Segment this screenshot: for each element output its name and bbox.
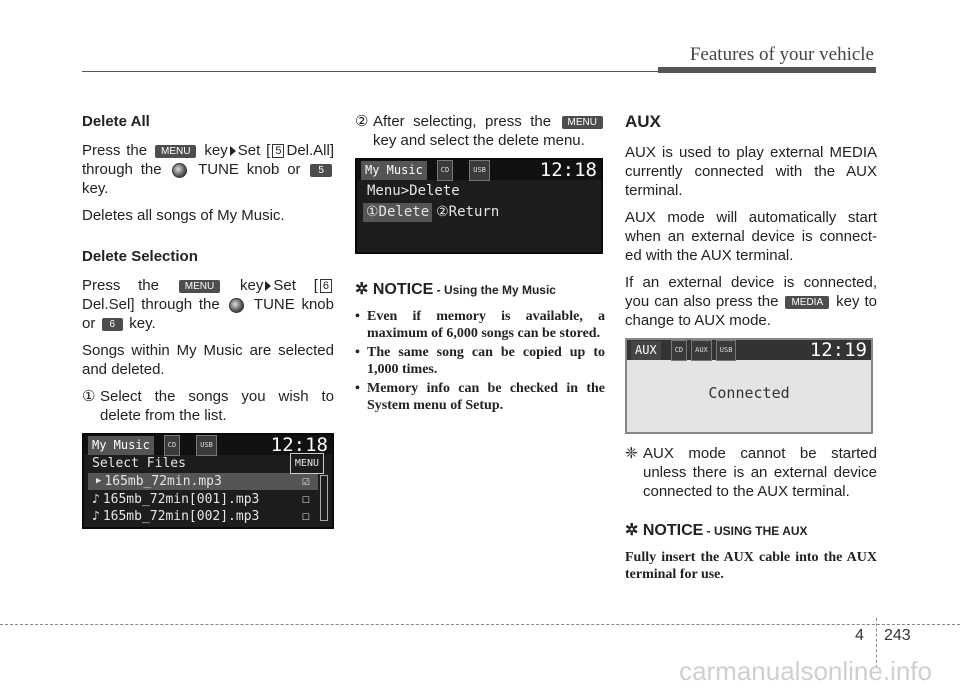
six-key-icon: 6 bbox=[102, 318, 124, 331]
watermark: carmanualsonline.info bbox=[679, 656, 932, 686]
screen-heading: Menu>Delete bbox=[367, 183, 460, 199]
text: Set [ bbox=[273, 277, 318, 294]
text: Del.All] bbox=[286, 142, 334, 159]
arrow-right-icon bbox=[230, 146, 236, 156]
text: TUNE knob or bbox=[198, 161, 301, 178]
scrollbar bbox=[320, 475, 328, 521]
file-row bbox=[84, 508, 318, 525]
notice-label: ✲ NOTICE bbox=[355, 281, 434, 298]
tune-knob-icon bbox=[172, 163, 187, 178]
aux-paragraph-1: AUX is used to play external MEDIA currently connected with the AUX terminal. bbox=[625, 144, 877, 199]
screen-title: AUX bbox=[631, 341, 661, 360]
delete-option: ①Delete bbox=[363, 203, 432, 222]
screen-title: My Music bbox=[88, 436, 154, 455]
five-key-icon: 5 bbox=[310, 164, 332, 177]
delete-all-heading: Delete All bbox=[82, 113, 150, 130]
text: key to change to AUX mode. bbox=[625, 293, 877, 329]
file-name: 165mb_72min[001].mp3 bbox=[102, 492, 260, 507]
bullet: • bbox=[355, 381, 360, 396]
step-text: Select the songs you wish to delete from the list. bbox=[100, 388, 334, 424]
bullet: • bbox=[355, 345, 360, 360]
usb-badge: USB bbox=[196, 435, 217, 456]
return-option: ②Return bbox=[436, 203, 500, 220]
screen-clock: 12:18 bbox=[539, 158, 597, 181]
screen-status-bar bbox=[627, 340, 871, 360]
music-note-icon: ♪ bbox=[92, 509, 100, 524]
text: Press the bbox=[82, 142, 148, 159]
screen-clock: 12:18 bbox=[270, 433, 328, 456]
usb-badge: USB bbox=[469, 160, 490, 181]
checkbox-checked-icon: ☑ bbox=[302, 474, 310, 489]
section-title: Features of your vehicle bbox=[689, 44, 874, 65]
cd-badge: CD bbox=[164, 435, 180, 456]
screen-select-files bbox=[82, 433, 334, 529]
file-name: 165mb_72min.mp3 bbox=[104, 474, 222, 489]
screen-title: My Music bbox=[361, 161, 427, 180]
aux-paragraph-3 bbox=[625, 273, 877, 330]
header-rule-thick bbox=[658, 67, 876, 73]
aux-notice-title bbox=[625, 521, 877, 541]
delete-selection-description: Songs within My Music are selected and deleted. bbox=[82, 342, 334, 378]
menu-key-icon: MENU bbox=[155, 145, 196, 158]
text: After selecting, press the bbox=[373, 113, 552, 130]
checkbox-icon: ☐ bbox=[302, 509, 310, 524]
column-middle bbox=[355, 112, 605, 416]
screen-menu-delete bbox=[355, 158, 603, 254]
file-row-selected bbox=[88, 473, 318, 490]
header-rule bbox=[82, 71, 874, 72]
tune-knob-icon bbox=[229, 298, 244, 313]
column-left bbox=[82, 112, 334, 529]
cd-badge: CD bbox=[437, 160, 453, 181]
delete-all-description: Deletes all songs of My Music. bbox=[82, 207, 285, 224]
menu-key-icon: MENU bbox=[179, 280, 220, 293]
music-note-icon: ♪ bbox=[92, 492, 100, 507]
usb-badge: USB bbox=[716, 340, 737, 361]
step-1 bbox=[82, 387, 334, 425]
checkbox-icon: ☐ bbox=[302, 492, 310, 507]
file-row bbox=[84, 491, 318, 508]
text: Del.Sel] through the bbox=[82, 296, 220, 313]
notice-item bbox=[355, 308, 605, 342]
text: key. bbox=[129, 315, 156, 332]
notice-item-text: Memory info can be checked in the System menu of Setup. bbox=[367, 381, 605, 413]
menu-key-icon: MENU bbox=[562, 116, 603, 129]
step-text bbox=[373, 112, 605, 150]
delete-all-instructions bbox=[82, 141, 334, 198]
screen-clock: 12:19 bbox=[809, 338, 867, 361]
aux-notice-text: Fully insert the AUX cable into the AUX terminal for use. bbox=[625, 550, 877, 582]
column-right bbox=[625, 112, 877, 591]
text: key bbox=[240, 277, 264, 294]
text: Press the bbox=[82, 277, 159, 294]
screen-aux-connected bbox=[625, 338, 873, 434]
number-box-icon: 5 bbox=[272, 144, 284, 158]
aux-status: Connected bbox=[708, 384, 790, 402]
notice-subtitle: - USING THE AUX bbox=[703, 524, 808, 538]
notice-item-text: Even if memory is available, a maximum of 6,000 songs can be stored. bbox=[367, 309, 605, 341]
page-number: 243 bbox=[884, 627, 911, 644]
aux-note bbox=[625, 444, 877, 501]
chapter-number: 4 bbox=[855, 627, 864, 644]
aux-heading: AUX bbox=[625, 112, 661, 131]
text: Set [ bbox=[237, 142, 271, 159]
step-number: ① bbox=[82, 388, 96, 405]
notice-item bbox=[355, 344, 605, 378]
notice-item bbox=[355, 380, 605, 414]
media-key-icon: MEDIA bbox=[785, 296, 829, 309]
text: TUNE knob bbox=[253, 296, 334, 313]
number-box-icon: 6 bbox=[320, 279, 332, 293]
screen-heading-row bbox=[84, 455, 332, 472]
screen-status-bar bbox=[357, 160, 601, 180]
note-mark-icon: ❈ bbox=[625, 445, 638, 462]
note-text: AUX mode cannot be started unless there is an external device connected to the AUX terminal. bbox=[643, 445, 877, 500]
file-name: 165mb_72min[002].mp3 bbox=[102, 509, 260, 524]
text: or bbox=[82, 315, 96, 332]
text: If an external device is connected, you can also press the bbox=[625, 274, 877, 310]
screen-heading: Select Files bbox=[92, 456, 186, 471]
delete-selection-heading: Delete Selection bbox=[82, 248, 198, 265]
notice-item-text: The same song can be copied up to 1,000 times. bbox=[367, 345, 605, 377]
play-triangle-icon: ▶ bbox=[96, 476, 102, 486]
bullet: • bbox=[355, 309, 360, 324]
step-2 bbox=[355, 112, 605, 150]
text: through the bbox=[82, 161, 162, 178]
step-number: ② bbox=[355, 113, 369, 130]
cd-badge: CD bbox=[671, 340, 687, 361]
screen-menu-button: MENU bbox=[290, 453, 324, 474]
footer-rule bbox=[0, 624, 960, 625]
screen-options bbox=[357, 202, 601, 222]
text: key bbox=[204, 142, 228, 159]
screen-status-bar bbox=[84, 435, 332, 455]
notice-title bbox=[355, 280, 605, 300]
notice-label: ✲ NOTICE bbox=[625, 522, 704, 539]
arrow-right-icon bbox=[265, 281, 271, 291]
text: key. bbox=[82, 180, 109, 197]
notice-subtitle: - Using the My Music bbox=[433, 283, 556, 297]
aux-badge: AUX bbox=[691, 340, 712, 361]
text: key and select the delete menu. bbox=[373, 132, 585, 149]
delete-selection-instructions bbox=[82, 276, 334, 333]
aux-paragraph-2: AUX mode will automatically start when an external device is connect-ed with the AUX terminal. bbox=[625, 209, 877, 264]
notice-list bbox=[355, 308, 605, 414]
